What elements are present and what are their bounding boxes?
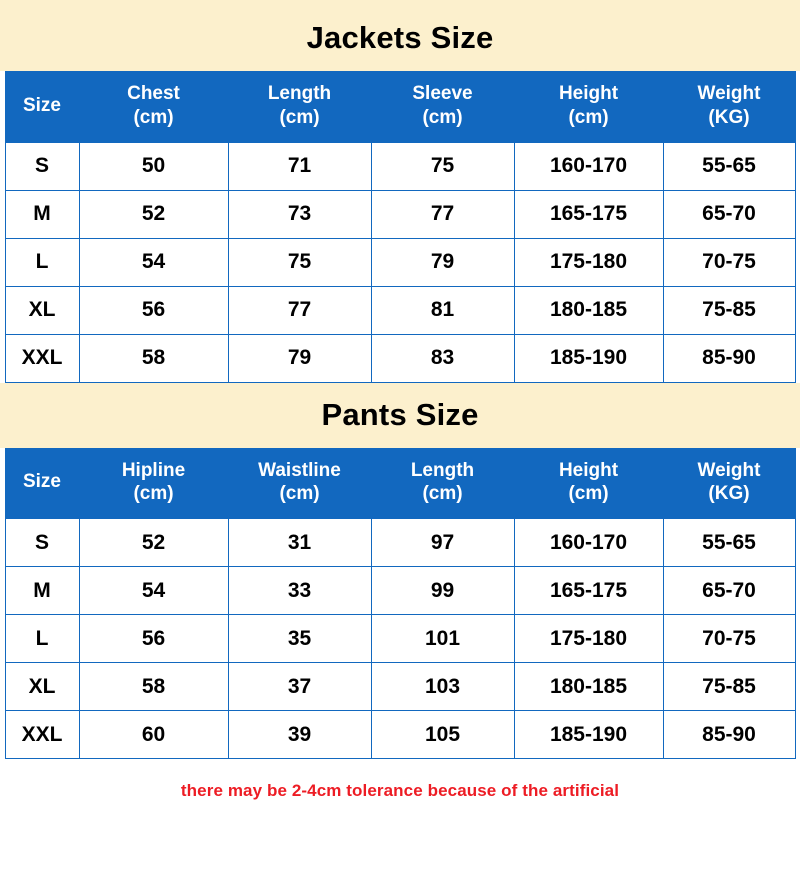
jackets-size-title: Jackets Size xyxy=(0,6,800,71)
cell-length: 97 xyxy=(371,519,514,567)
cell-weight: 65-70 xyxy=(663,567,795,615)
cell-length: 99 xyxy=(371,567,514,615)
cell-length: 105 xyxy=(371,711,514,759)
column-header-unit: (cm) xyxy=(568,106,609,128)
table-row xyxy=(5,286,795,334)
column-header-sleeve xyxy=(371,72,514,143)
column-header-height xyxy=(514,72,663,143)
cell-chest: 54 xyxy=(79,238,228,286)
cell-sleeve: 81 xyxy=(371,286,514,334)
cell-length: 101 xyxy=(371,615,514,663)
cell-weight: 65-70 xyxy=(663,190,795,238)
column-header-unit: (cm) xyxy=(568,483,609,505)
cell-height: 175-180 xyxy=(514,238,663,286)
tolerance-footnote: there may be 2-4cm tolerance because of the artificial xyxy=(180,781,620,800)
cell-sleeve: 75 xyxy=(371,142,514,190)
jackets-size-table xyxy=(5,71,796,383)
cell-size: S xyxy=(5,519,79,567)
cell-sleeve: 83 xyxy=(371,334,514,382)
pants-size-title: Pants Size xyxy=(0,383,800,448)
table-row xyxy=(5,663,795,711)
column-header-unit: (cm) xyxy=(133,483,174,505)
cell-weight: 55-65 xyxy=(663,519,795,567)
column-header-label: Height xyxy=(558,83,619,104)
cell-chest: 52 xyxy=(79,190,228,238)
column-header-label: Size xyxy=(22,471,62,493)
column-header-weight xyxy=(663,448,795,519)
cell-size: L xyxy=(5,238,79,286)
cell-height: 185-190 xyxy=(514,334,663,382)
column-header-label: Length xyxy=(267,83,332,104)
cell-size: XXL xyxy=(5,334,79,382)
cell-size: XXL xyxy=(5,711,79,759)
cell-hipline: 56 xyxy=(79,615,228,663)
column-header-length xyxy=(371,448,514,519)
column-header-chest xyxy=(79,72,228,143)
column-header-length xyxy=(228,72,371,143)
column-header-unit: (cm) xyxy=(279,483,320,505)
cell-height: 165-175 xyxy=(514,190,663,238)
cell-size: XL xyxy=(5,663,79,711)
column-header-unit: (KG) xyxy=(708,106,750,128)
table-header-row xyxy=(5,72,795,143)
column-header-label: Chest xyxy=(127,83,180,104)
cell-weight: 85-90 xyxy=(663,334,795,382)
table-header-row xyxy=(5,448,795,519)
table-row xyxy=(5,334,795,382)
column-header-label: Waistline xyxy=(258,459,341,481)
cell-height: 185-190 xyxy=(514,711,663,759)
column-header-label: Height xyxy=(558,459,619,481)
table-row xyxy=(5,615,795,663)
column-header-unit: (KG) xyxy=(708,483,750,505)
table-row xyxy=(5,567,795,615)
column-header-label: Length xyxy=(410,459,475,481)
cell-waistline: 35 xyxy=(228,615,371,663)
cell-length: 75 xyxy=(228,238,371,286)
cell-length: 71 xyxy=(228,142,371,190)
cell-size: M xyxy=(5,190,79,238)
cell-height: 160-170 xyxy=(514,142,663,190)
column-header-size xyxy=(5,448,79,519)
cell-hipline: 54 xyxy=(79,567,228,615)
cell-weight: 70-75 xyxy=(663,615,795,663)
column-header-size xyxy=(5,72,79,143)
cell-weight: 75-85 xyxy=(663,663,795,711)
column-header-unit: (cm) xyxy=(133,106,174,128)
cell-chest: 58 xyxy=(79,334,228,382)
cell-hipline: 60 xyxy=(79,711,228,759)
cell-sleeve: 79 xyxy=(371,238,514,286)
column-header-hipline xyxy=(79,448,228,519)
cell-height: 180-185 xyxy=(514,663,663,711)
column-header-unit: (cm) xyxy=(279,106,320,128)
column-header-label: Hipline xyxy=(121,459,186,481)
column-header-label: Weight xyxy=(697,459,761,481)
pants-size-table xyxy=(5,448,796,760)
cell-waistline: 31 xyxy=(228,519,371,567)
table-row xyxy=(5,519,795,567)
cell-size: XL xyxy=(5,286,79,334)
column-header-waistline xyxy=(228,448,371,519)
cell-weight: 75-85 xyxy=(663,286,795,334)
cell-weight: 55-65 xyxy=(663,142,795,190)
cell-size: L xyxy=(5,615,79,663)
table-row xyxy=(5,190,795,238)
column-header-unit: (cm) xyxy=(422,483,463,505)
table-row xyxy=(5,142,795,190)
cell-height: 180-185 xyxy=(514,286,663,334)
cell-length: 73 xyxy=(228,190,371,238)
cell-height: 160-170 xyxy=(514,519,663,567)
cell-chest: 56 xyxy=(79,286,228,334)
cell-waistline: 37 xyxy=(228,663,371,711)
cell-hipline: 58 xyxy=(79,663,228,711)
cell-hipline: 52 xyxy=(79,519,228,567)
cell-weight: 70-75 xyxy=(663,238,795,286)
table-row xyxy=(5,238,795,286)
column-header-unit: (cm) xyxy=(422,106,463,128)
table-row xyxy=(5,711,795,759)
column-header-label: Weight xyxy=(697,83,761,104)
cell-chest: 50 xyxy=(79,142,228,190)
cell-waistline: 33 xyxy=(228,567,371,615)
column-header-label: Sleeve xyxy=(412,83,473,104)
cell-length: 77 xyxy=(228,286,371,334)
cell-height: 165-175 xyxy=(514,567,663,615)
cell-height: 175-180 xyxy=(514,615,663,663)
cell-length: 103 xyxy=(371,663,514,711)
cell-length: 79 xyxy=(228,334,371,382)
column-header-label: Size xyxy=(22,94,62,116)
cell-waistline: 39 xyxy=(228,711,371,759)
cell-size: M xyxy=(5,567,79,615)
column-header-weight xyxy=(663,72,795,143)
cell-sleeve: 77 xyxy=(371,190,514,238)
cell-size: S xyxy=(5,142,79,190)
column-header-height xyxy=(514,448,663,519)
cell-weight: 85-90 xyxy=(663,711,795,759)
